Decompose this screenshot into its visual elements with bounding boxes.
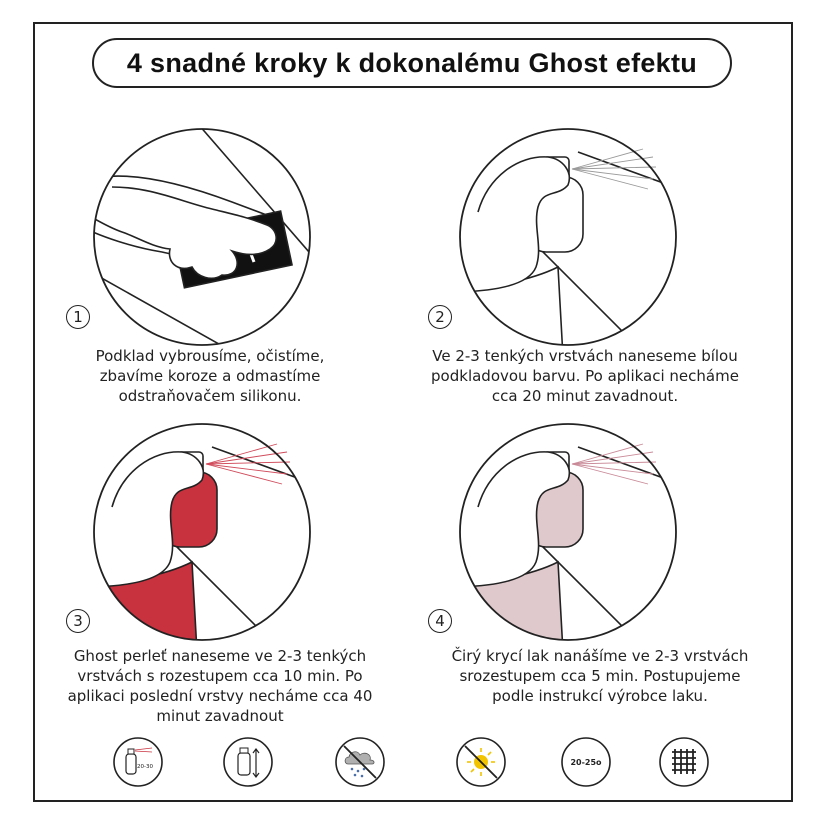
step-1-line-2: zbavíme koroze a odmastíme — [99, 367, 321, 385]
step-4-line-3: podle instrukcí výrobce laku. — [492, 687, 708, 705]
step-4-line-1: Čirý krycí lak nanášíme ve 2-3 vrstvách — [451, 647, 749, 665]
no-rain-icon — [334, 736, 386, 788]
step-3-line-4: minut zavadnout — [156, 707, 284, 725]
step-1-illustration — [82, 117, 322, 357]
step-3-line-1: Ghost perleť naneseme ve 2-3 tenkých — [73, 647, 367, 665]
grid-pattern-icon — [658, 736, 710, 788]
page-title: 4 snadné kroky k dokonalému Ghost efektu — [126, 47, 698, 78]
no-sun-icon — [455, 736, 507, 788]
step-3-line-3: aplikaci poslední vrstvy necháme cca 40 — [67, 687, 373, 705]
step-3-line-2: vrstvách s rozestupem cca 10 min. Po — [77, 667, 363, 685]
step-3-illustration — [82, 412, 322, 652]
step-4-line-2: srozestupem cca 5 min. Postupujeme — [459, 667, 741, 685]
step-2-number: 2 — [428, 305, 452, 329]
step-1-line-3: odstraňovačem silikonu. — [118, 387, 302, 405]
step-3-description — [50, 646, 390, 726]
step-2-illustration — [448, 117, 688, 357]
step-2-description — [415, 346, 755, 406]
step-4-illustration — [448, 412, 688, 652]
step-2-line-3: cca 20 minut zavadnout. — [491, 387, 679, 405]
step-4-description — [425, 646, 775, 706]
spray-distance-label: 20-30 — [137, 764, 153, 770]
step-4-number: 4 — [428, 609, 452, 633]
title-pill — [92, 38, 732, 88]
step-2-line-2: podkladovou barvu. Po aplikaci necháme — [431, 367, 739, 385]
step-1-description — [60, 346, 360, 406]
step-2-line-1: Ve 2-3 tenkých vrstvách naneseme bílou — [432, 347, 738, 365]
step-1-number: 1 — [66, 305, 90, 329]
temperature-icon — [560, 736, 612, 788]
shake-can-icon — [222, 736, 274, 788]
step-1-line-1: Podklad vybrousíme, očistíme, — [95, 347, 325, 365]
step-3-number: 3 — [66, 609, 90, 633]
temperature-label: 20-25o — [570, 758, 602, 767]
spray-distance-icon — [112, 736, 164, 788]
